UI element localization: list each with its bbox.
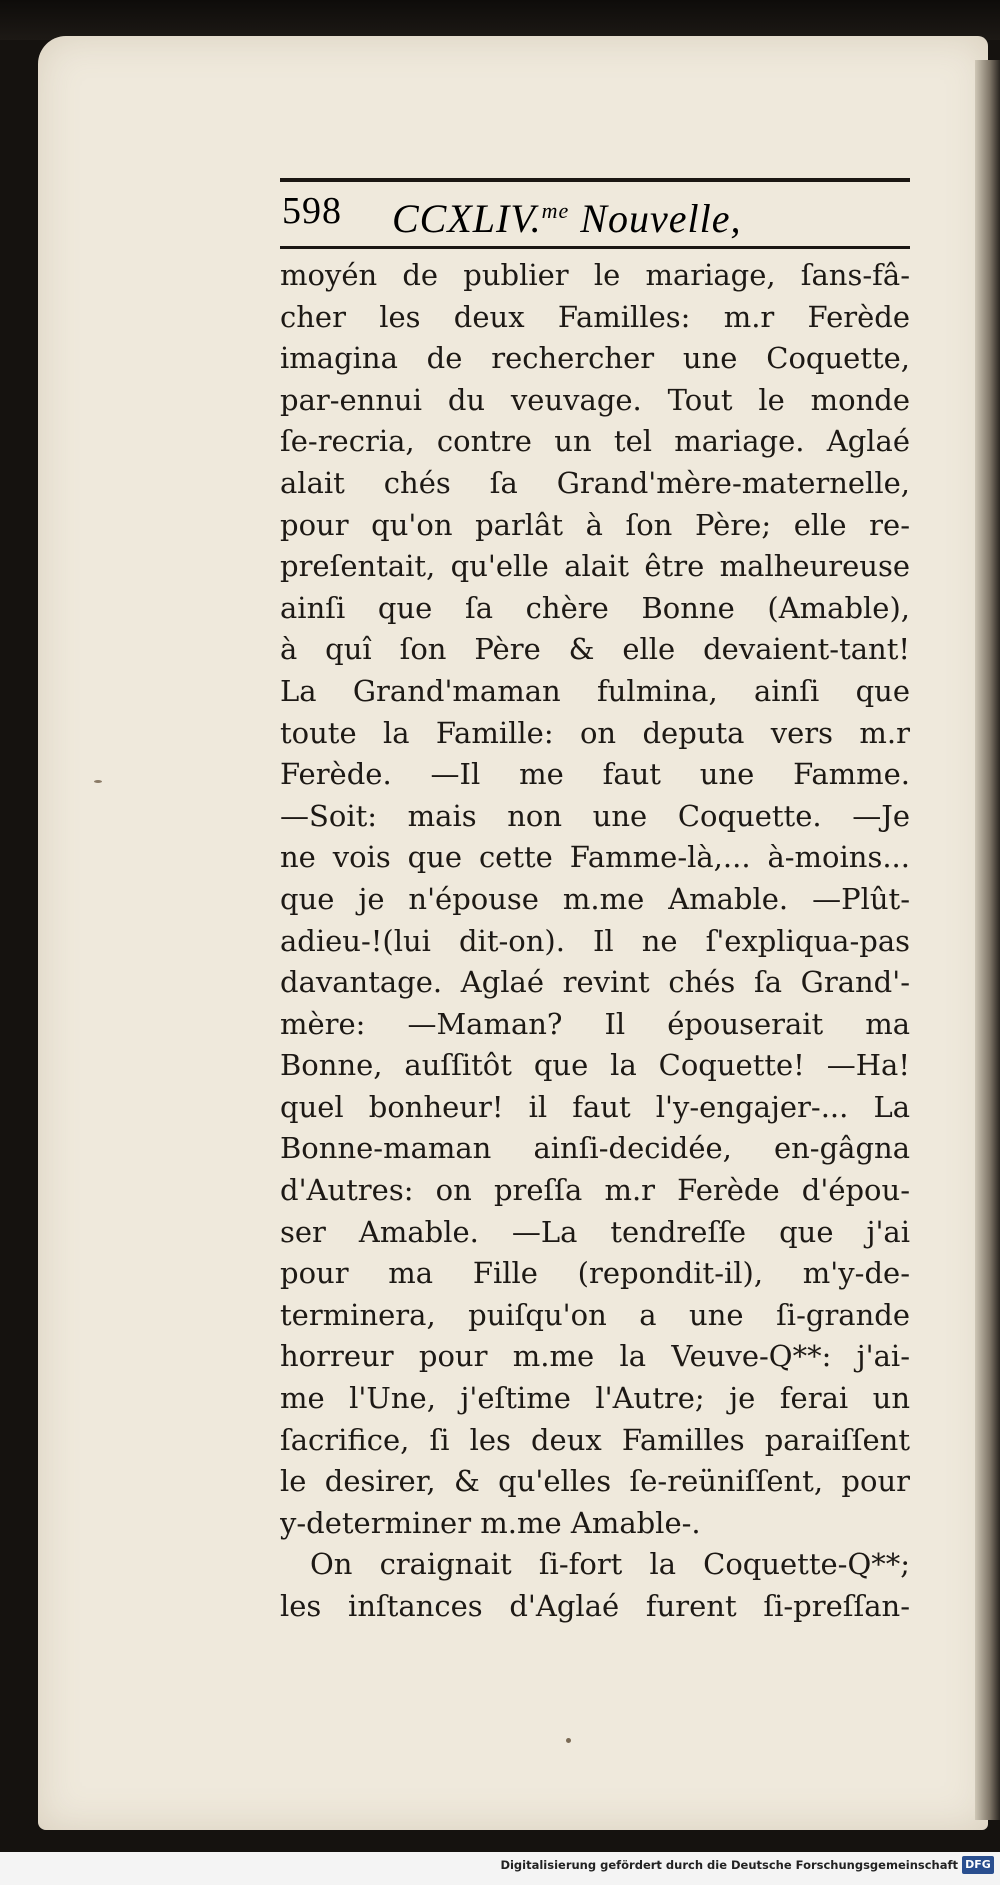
text-line: le desirer, & qu'elles ſe-reüniſſent, pour [280,1464,910,1499]
running-head-rest: Nouvelle, [569,196,742,241]
text-line: adieu-!(lui dit-on). Il ne ſ'expliqua-pas [280,923,910,958]
text-line: quel bonheur! il faut l'y-engajer-... La [280,1089,910,1124]
text-line: moyén de publier le mariage, ſans-fâ- [280,258,910,292]
text-line: —Soit: mais non une Coquette. —Je [280,798,910,833]
text-line: y-determiner m.me Amable-. [280,1505,701,1540]
page-edge-shadow [975,60,1000,1820]
text-line: pour ma Fille (repondit-il), m'y-de- [280,1256,910,1291]
text-line: pour qu'on parlât à ſon Père; elle re- [280,507,910,542]
text-line: ne vois que cette Famme-là,... à-moins... [280,840,910,875]
running-head-main: CCXLIV. [392,196,542,241]
text-line: horreur pour m.me la Veuve-Q**: j'ai- [280,1339,910,1374]
text-line: La Grand'maman fulmina, ainſi que [280,673,910,708]
text-line: me l'Une, j'eſtime l'Autre; je ferai un [280,1381,910,1416]
text-line: les inſtances d'Aglaé furent ſi-preſſan- [280,1589,910,1623]
text-line: ser Amable. —La tendreſſe que j'ai [280,1214,910,1249]
text-line: par-ennui du veuvage. Tout le monde [280,382,910,417]
text-line: Bonne, auſſitôt que la Coquette! —Ha! [280,1048,910,1083]
paper-speck [566,1738,571,1743]
text-line: ainſi que ſa chère Bonne (Amable), [280,590,910,625]
text-line: cher les deux Familles: m.r Ferède [280,299,910,334]
text-line: d'Autres: on preſſa m.r Ferède d'épou- [280,1173,910,1208]
running-head-sup: me [541,198,570,223]
text-line: ſe-recria, contre un tel mariage. Aglaé [280,424,910,459]
text-line: alait chés ſa Grand'mère-maternelle, [280,465,910,500]
header-rule-top [280,178,910,182]
page-number: 598 [282,190,342,232]
text-line: Bonne-maman ainſi-decidée, en-gâgna [280,1131,910,1166]
text-line: mère: —Maman? Il épouserait ma [280,1006,910,1041]
dfg-logo-icon: DFG [962,1856,994,1874]
text-line: toute la Famille: on deputa vers m.r [280,715,910,750]
page-body-text [280,255,910,1628]
text-line: imagina de rechercher une Coquette, [280,341,910,376]
scan-top-border [0,0,1000,40]
paper-speck [94,780,102,783]
text-line: Ferède. —Il me faut une Famme. [280,757,910,792]
running-head-title [392,186,741,244]
text-line: davantage. Aglaé revint chés ſa Grand'- [280,965,910,1000]
text-line: terminera, puiſqu'on a une ſi-grande [280,1297,910,1332]
text-line: preſentait, qu'elle alait être malheureuse [280,549,910,584]
header-rule-bottom [280,246,910,249]
text-line: On craignait ſi-fort la Coquette-Q**; [310,1547,910,1582]
text-line: à quî ſon Père & elle devaient-tant! [280,632,910,667]
text-line: ſacrifice, ſi les deux Familles paraiſſent [280,1422,910,1457]
text-line: que je n'épouse m.me Amable. —Plût- [280,881,910,916]
footer-credit: Digitalisierung gefördert durch die Deutsche Forschungsgemeinschaft [500,1858,958,1872]
